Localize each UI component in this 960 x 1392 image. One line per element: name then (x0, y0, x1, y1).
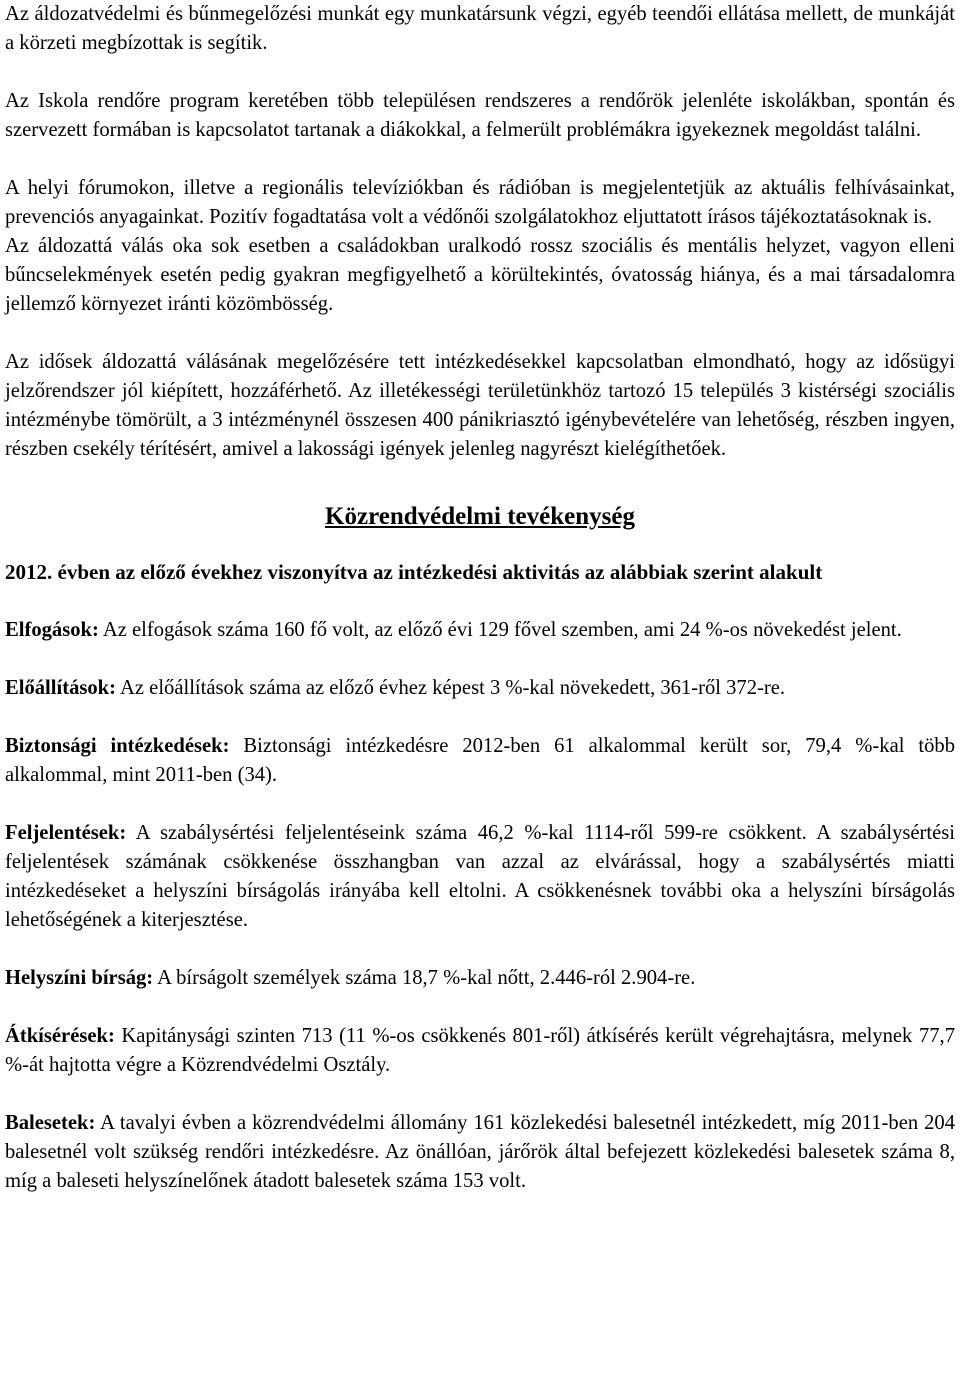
item-escorts (5, 1022, 955, 1080)
paragraph-local-forums: A helyi fórumokon, illetve a regionális televíziókban és rádióban is megjelentetjük az aktuális felhívásainkat, prevenciós anyagainkat. Pozitív fogadtatása volt a védőnői szolgálatokhoz eljuttatott írásos tájékoztatásoknak is. (5, 177, 955, 228)
item-text: Kapitánysági szinten 713 (11 %-os csökkenés 801-ről) átkísérés került végrehajtásra, melynek 77,7 %-át hajtotta végre a Közrendvédelmi Osztály. (5, 1025, 955, 1076)
paragraph-victimization-causes: Az áldozattá válás oka sok esetben a családokban uralkodó rossz szociális és mentális helyzet, vagyon elleni bűncselekmények esetén pedig gyakran megfigyelhető a körültekintés, óvatosság hiánya, és a mai társadalomra jellemző környezet iránti közömbösség. (5, 235, 955, 315)
item-detentions (5, 674, 955, 703)
item-label: Helyszíni bírság: (5, 967, 154, 989)
document-page (5, 0, 955, 1196)
item-arrests (5, 616, 955, 645)
item-label: Balesetek: (5, 1112, 96, 1134)
item-label: Átkísérések: (5, 1025, 115, 1047)
item-text: A bírságolt személyek száma 18,7 %-kal nőtt, 2.446-ról 2.904-re. (153, 967, 696, 989)
item-label: Biztonsági intézkedések: (5, 735, 230, 757)
item-accidents (5, 1109, 955, 1196)
item-text: Biztonsági intézkedésre 2012-ben 61 alkalommal került sor, 79,4 %-kal több alkalommal, mint 2011-ben (34). (5, 735, 956, 786)
item-label: Elfogások: (5, 619, 99, 641)
item-text: Az előállítások száma az előző évhez képest 3 %-kal növekedett, 361-ről 372-re. (116, 677, 786, 699)
item-text: A szabálysértési feljelentéseink száma 46,2 %-kal 1114-ről 599-re csökkent. A szabálysértési feljelentések számának csökkenése összhangban van azzal az elvárással, hogy a szabálysértés miatti intézkedéseket a helyszíni bírságolás irányába kell eltolni. A csökkenésnek további oka a helyszíni bírságolás lehetőségének a kiterjesztése. (5, 822, 955, 931)
paragraph-victim-protection: Az áldozatvédelmi és bűnmegelőzési munkát egy munkatársunk végzi, egyéb teendői ellátása mellett, de munkáját a körzeti megbízottak is segítik. (5, 3, 955, 54)
item-text: A tavalyi évben a közrendvédelmi állomány 161 közlekedési balesetnél intézkedett, míg 2011-ben 204 balesetnél volt szükség rendőri intézkedésre. Az önállóan, járőrök által befejezett közlekedési balesetek száma 8, míg a baleseti helyszínelőnek átadott balesetek száma 153 volt. (5, 1112, 955, 1192)
item-security-measures (5, 732, 955, 790)
item-on-the-spot-fines (5, 964, 955, 993)
section-heading: Közrendvédelmi tevékenység (325, 503, 635, 530)
paragraph-school-police: Az Iskola rendőre program keretében több településen rendszeres a rendőrök jelenléte iskolákban, spontán és szervezett formában is kapcsolatot tartanak a diákokkal, a felmerült problémákra igyekeznek megoldást találni. (5, 90, 955, 141)
item-text: Az elfogások száma 160 fő volt, az előző évi 129 fővel szemben, ami 24 %-os növekedést jelent. (98, 619, 902, 641)
item-label: Feljelentések: (5, 822, 127, 844)
item-reports (5, 819, 955, 935)
paragraph-elderly-protection: Az idősek áldozattá válásának megelőzésére tett intézkedésekkel kapcsolatban elmondható, hogy az idősügyi jelzőrendszer jól kiépített, hozzáférhető. Az illetékességi területünkhöz tartozó 15 település 3 kistérségi szociális intézménybe tömörült, a 3 intézménynél összesen 400 pánikriasztó igénybevételére van lehetőség, részben ingyen, részben csekély térítésért, amivel a lakossági igények jelenleg nagyrészt kielégíthetőek. (5, 351, 955, 460)
section-intro: 2012. évben az előző évekhez viszonyítva az intézkedési aktivitás az alábbiak szerint alakult (5, 560, 823, 584)
item-label: Előállítások: (5, 677, 116, 699)
